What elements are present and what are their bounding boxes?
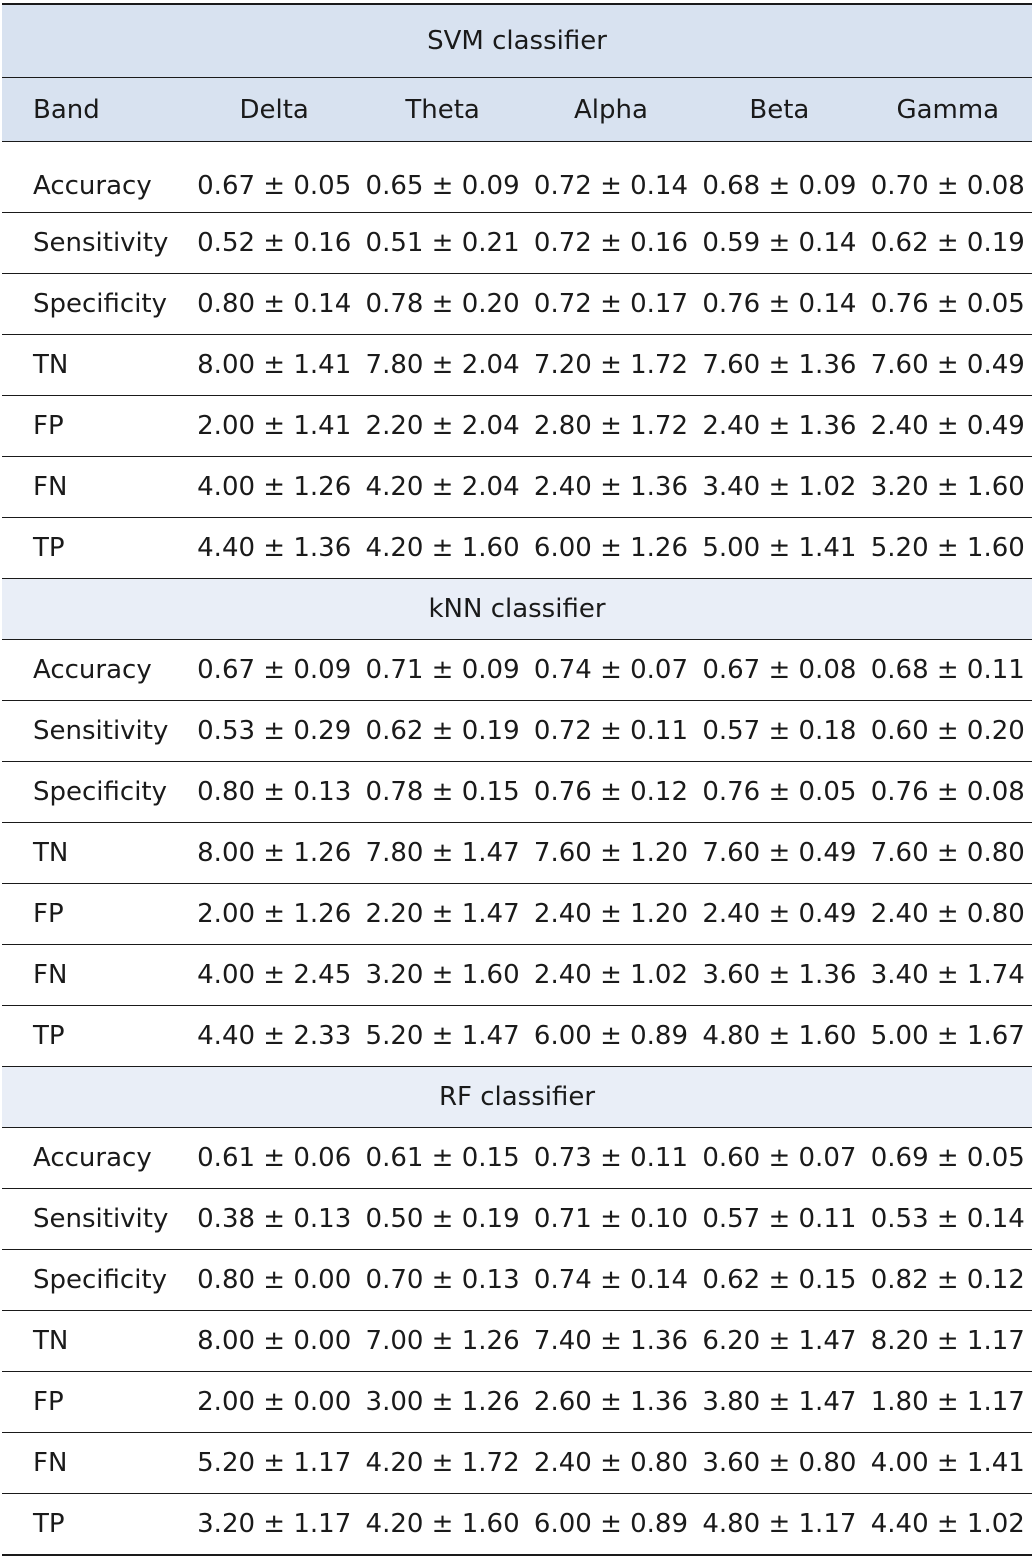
table-row	[2, 1372, 1032, 1433]
value-cell: 0.62 ± 0.15	[695, 1250, 863, 1311]
metric-label: Sensitivity	[2, 701, 190, 762]
column-header-band: Band	[2, 78, 190, 142]
value-cell: 0.67 ± 0.08	[695, 640, 863, 701]
section-title-row	[2, 1067, 1032, 1128]
value-cell: 4.40 ± 1.36	[190, 518, 358, 579]
value-cell: 0.78 ± 0.15	[358, 762, 526, 823]
value-cell: 3.40 ± 1.02	[695, 457, 863, 518]
results-table	[2, 3, 1032, 1556]
metric-label: Specificity	[2, 274, 190, 335]
value-cell: 6.00 ± 1.26	[527, 518, 695, 579]
value-cell: 2.40 ± 1.36	[527, 457, 695, 518]
value-cell: 0.51 ± 0.21	[358, 213, 526, 274]
value-cell: 4.00 ± 1.26	[190, 457, 358, 518]
column-header-beta: Beta	[695, 78, 863, 142]
value-cell: 5.00 ± 1.67	[864, 1006, 1032, 1067]
table-row	[2, 701, 1032, 762]
table-row	[2, 945, 1032, 1006]
table-row	[2, 1250, 1032, 1311]
value-cell: 2.80 ± 1.72	[527, 396, 695, 457]
metric-label: FN	[2, 1433, 190, 1494]
value-cell: 2.00 ± 1.26	[190, 884, 358, 945]
value-cell: 8.00 ± 0.00	[190, 1311, 358, 1372]
value-cell: 7.60 ± 1.36	[695, 335, 863, 396]
value-cell: 6.00 ± 0.89	[527, 1006, 695, 1067]
metric-label: FP	[2, 396, 190, 457]
metric-label: FN	[2, 457, 190, 518]
value-cell: 8.00 ± 1.26	[190, 823, 358, 884]
value-cell: 0.80 ± 0.13	[190, 762, 358, 823]
table-row	[2, 213, 1032, 274]
column-header-theta: Theta	[358, 78, 526, 142]
value-cell: 2.20 ± 2.04	[358, 396, 526, 457]
value-cell: 2.40 ± 1.02	[527, 945, 695, 1006]
value-cell: 0.80 ± 0.14	[190, 274, 358, 335]
value-cell: 0.76 ± 0.08	[864, 762, 1032, 823]
value-cell: 0.74 ± 0.14	[527, 1250, 695, 1311]
value-cell: 2.40 ± 0.49	[695, 884, 863, 945]
table-row	[2, 762, 1032, 823]
table-row	[2, 1128, 1032, 1189]
value-cell: 3.60 ± 1.36	[695, 945, 863, 1006]
value-cell: 2.60 ± 1.36	[527, 1372, 695, 1433]
table-row	[2, 274, 1032, 335]
value-cell: 5.20 ± 1.60	[864, 518, 1032, 579]
value-cell: 5.00 ± 1.41	[695, 518, 863, 579]
spacer-cell	[2, 142, 1032, 161]
table-row	[2, 1006, 1032, 1067]
value-cell: 0.82 ± 0.12	[864, 1250, 1032, 1311]
metric-label: Specificity	[2, 762, 190, 823]
value-cell: 0.62 ± 0.19	[864, 213, 1032, 274]
value-cell: 0.60 ± 0.07	[695, 1128, 863, 1189]
value-cell: 0.80 ± 0.00	[190, 1250, 358, 1311]
table-row	[2, 335, 1032, 396]
metric-label: TP	[2, 1006, 190, 1067]
value-cell: 0.38 ± 0.13	[190, 1189, 358, 1250]
metric-label: Sensitivity	[2, 213, 190, 274]
value-cell: 3.80 ± 1.47	[695, 1372, 863, 1433]
value-cell: 2.40 ± 0.80	[527, 1433, 695, 1494]
value-cell: 0.74 ± 0.07	[527, 640, 695, 701]
value-cell: 7.60 ± 0.80	[864, 823, 1032, 884]
table-row	[2, 640, 1032, 701]
value-cell: 4.20 ± 1.60	[358, 1494, 526, 1556]
value-cell: 5.20 ± 1.17	[190, 1433, 358, 1494]
metric-label: TN	[2, 823, 190, 884]
table-row	[2, 396, 1032, 457]
value-cell: 0.57 ± 0.11	[695, 1189, 863, 1250]
section-title: kNN classifier	[2, 579, 1032, 640]
value-cell: 0.76 ± 0.12	[527, 762, 695, 823]
table-row	[2, 1494, 1032, 1556]
value-cell: 2.20 ± 1.47	[358, 884, 526, 945]
value-cell: 0.53 ± 0.14	[864, 1189, 1032, 1250]
value-cell: 0.72 ± 0.14	[527, 160, 695, 213]
value-cell: 8.00 ± 1.41	[190, 335, 358, 396]
value-cell: 6.00 ± 0.89	[527, 1494, 695, 1556]
value-cell: 4.40 ± 1.02	[864, 1494, 1032, 1556]
metric-label: Accuracy	[2, 1128, 190, 1189]
value-cell: 0.69 ± 0.05	[864, 1128, 1032, 1189]
section-title-svm: SVM classifier	[2, 4, 1032, 78]
value-cell: 0.76 ± 0.05	[864, 274, 1032, 335]
value-cell: 7.80 ± 2.04	[358, 335, 526, 396]
value-cell: 7.60 ± 0.49	[695, 823, 863, 884]
value-cell: 3.20 ± 1.60	[358, 945, 526, 1006]
metric-label: Sensitivity	[2, 1189, 190, 1250]
value-cell: 0.50 ± 0.19	[358, 1189, 526, 1250]
value-cell: 0.62 ± 0.19	[358, 701, 526, 762]
table-title-row	[2, 4, 1032, 78]
value-cell: 0.67 ± 0.09	[190, 640, 358, 701]
value-cell: 0.72 ± 0.16	[527, 213, 695, 274]
table-row	[2, 823, 1032, 884]
value-cell: 0.70 ± 0.13	[358, 1250, 526, 1311]
value-cell: 7.40 ± 1.36	[527, 1311, 695, 1372]
table-row	[2, 457, 1032, 518]
value-cell: 1.80 ± 1.17	[864, 1372, 1032, 1433]
value-cell: 0.61 ± 0.06	[190, 1128, 358, 1189]
value-cell: 0.53 ± 0.29	[190, 701, 358, 762]
value-cell: 4.20 ± 1.72	[358, 1433, 526, 1494]
value-cell: 0.71 ± 0.09	[358, 640, 526, 701]
value-cell: 0.61 ± 0.15	[358, 1128, 526, 1189]
metric-label: FP	[2, 1372, 190, 1433]
metric-label: TN	[2, 1311, 190, 1372]
metric-label: Specificity	[2, 1250, 190, 1311]
value-cell: 3.60 ± 0.80	[695, 1433, 863, 1494]
value-cell: 0.52 ± 0.16	[190, 213, 358, 274]
value-cell: 8.20 ± 1.17	[864, 1311, 1032, 1372]
value-cell: 2.00 ± 0.00	[190, 1372, 358, 1433]
value-cell: 0.72 ± 0.17	[527, 274, 695, 335]
value-cell: 0.72 ± 0.11	[527, 701, 695, 762]
value-cell: 3.20 ± 1.60	[864, 457, 1032, 518]
value-cell: 0.60 ± 0.20	[864, 701, 1032, 762]
value-cell: 3.20 ± 1.17	[190, 1494, 358, 1556]
value-cell: 0.59 ± 0.14	[695, 213, 863, 274]
column-header-delta: Delta	[190, 78, 358, 142]
value-cell: 0.71 ± 0.10	[527, 1189, 695, 1250]
value-cell: 0.78 ± 0.20	[358, 274, 526, 335]
value-cell: 4.20 ± 1.60	[358, 518, 526, 579]
spacer-row	[2, 142, 1032, 161]
value-cell: 7.00 ± 1.26	[358, 1311, 526, 1372]
value-cell: 0.76 ± 0.05	[695, 762, 863, 823]
value-cell: 2.00 ± 1.41	[190, 396, 358, 457]
table-row	[2, 884, 1032, 945]
value-cell: 2.40 ± 0.80	[864, 884, 1032, 945]
metric-label: TN	[2, 335, 190, 396]
metric-label: Accuracy	[2, 160, 190, 213]
value-cell: 4.20 ± 2.04	[358, 457, 526, 518]
table-row	[2, 518, 1032, 579]
column-header-row	[2, 78, 1032, 142]
value-cell: 0.68 ± 0.11	[864, 640, 1032, 701]
column-header-alpha: Alpha	[527, 78, 695, 142]
value-cell: 3.00 ± 1.26	[358, 1372, 526, 1433]
section-title-row	[2, 579, 1032, 640]
metric-label: TP	[2, 1494, 190, 1556]
metric-label: FN	[2, 945, 190, 1006]
value-cell: 0.70 ± 0.08	[864, 160, 1032, 213]
metric-label: TP	[2, 518, 190, 579]
value-cell: 0.67 ± 0.05	[190, 160, 358, 213]
column-header-gamma: Gamma	[864, 78, 1032, 142]
value-cell: 2.40 ± 1.36	[695, 396, 863, 457]
value-cell: 0.73 ± 0.11	[527, 1128, 695, 1189]
table-row	[2, 160, 1032, 213]
value-cell: 2.40 ± 1.20	[527, 884, 695, 945]
value-cell: 7.80 ± 1.47	[358, 823, 526, 884]
value-cell: 4.80 ± 1.60	[695, 1006, 863, 1067]
value-cell: 4.00 ± 1.41	[864, 1433, 1032, 1494]
table-row	[2, 1311, 1032, 1372]
table-row	[2, 1189, 1032, 1250]
value-cell: 7.20 ± 1.72	[527, 335, 695, 396]
value-cell: 4.00 ± 2.45	[190, 945, 358, 1006]
table-body	[2, 142, 1032, 1556]
section-title: RF classifier	[2, 1067, 1032, 1128]
value-cell: 4.40 ± 2.33	[190, 1006, 358, 1067]
value-cell: 7.60 ± 0.49	[864, 335, 1032, 396]
value-cell: 2.40 ± 0.49	[864, 396, 1032, 457]
value-cell: 5.20 ± 1.47	[358, 1006, 526, 1067]
value-cell: 3.40 ± 1.74	[864, 945, 1032, 1006]
value-cell: 0.65 ± 0.09	[358, 160, 526, 213]
table-row	[2, 1433, 1032, 1494]
value-cell: 0.76 ± 0.14	[695, 274, 863, 335]
value-cell: 6.20 ± 1.47	[695, 1311, 863, 1372]
value-cell: 0.68 ± 0.09	[695, 160, 863, 213]
value-cell: 0.57 ± 0.18	[695, 701, 863, 762]
value-cell: 7.60 ± 1.20	[527, 823, 695, 884]
metric-label: FP	[2, 884, 190, 945]
metric-label: Accuracy	[2, 640, 190, 701]
value-cell: 4.80 ± 1.17	[695, 1494, 863, 1556]
